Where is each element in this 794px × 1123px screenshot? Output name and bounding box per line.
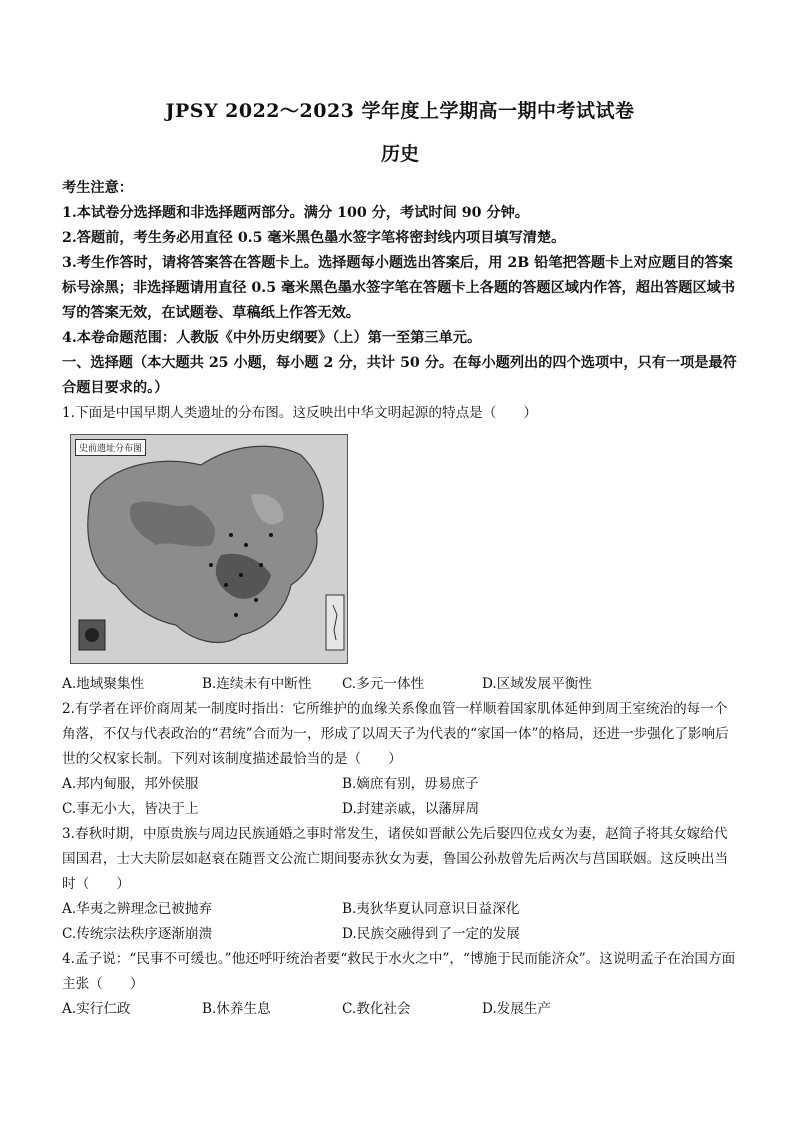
option-b[interactable]: B.夷狄华夏认同意识日益深化 [342,901,520,917]
option-b[interactable]: B.休养生息 [202,1001,271,1017]
question-3 [62,822,738,947]
options-row [62,897,738,922]
exam-title: JPSY 2022～2023 学年度上学期高一期中考试试卷 [165,100,635,122]
question-1 [62,401,738,697]
option-b[interactable]: B.连续未有中断性 [202,676,312,692]
options-row [62,797,738,822]
option-d[interactable]: D.民族交融得到了一定的发展 [342,926,520,942]
question-stem: 1.下面是中国早期人类遗址的分布图。这反映出中华文明起源的特点是（ ） [62,405,538,421]
option-a[interactable]: A.实行仁政 [62,1001,131,1017]
section-heading: 一、选择题（本大题共 25 小题，每小题 2 分，共计 50 分。在每小题列出的四个选项中，只有一项是最符合题目要求的。） [62,355,737,396]
options-row [62,922,738,947]
note-item-3: 3.考生作答时，请将答案答在答题卡上。选择题每小题选出答案后，用 2B 铅笔把答题卡上对应题目的答案标号涂黑；非选择题请用直径 0.5 毫米黑色墨水签字笔在答题卡上各题的答题区域内作答，超出答题区域书写的答案无效，在试题卷、草稿纸上作答无效。 [62,255,736,321]
options-row [62,997,738,1022]
note-item-2: 2.答题前，考生务必用直径 0.5 毫米黑色墨水签字笔将密封线内项目填写清楚。 [62,230,566,246]
notes-heading: 考生注意： [62,180,133,196]
option-a[interactable]: A.邦内甸服，邦外侯服 [62,776,199,792]
option-c[interactable]: C.传统宗法秩序逐渐崩溃 [62,926,213,942]
exam-page [62,96,738,1022]
map-title: 史前遗址分布图 [75,439,146,456]
map-icon [71,435,347,663]
option-d[interactable]: D.封建亲戚，以藩屏周 [342,801,480,817]
candidate-notes [62,176,738,351]
question-2 [62,697,738,822]
option-a[interactable]: A.华夷之辨理念已被抛弃 [62,901,213,917]
question-stem: 3.春秋时期，中原贵族与周边民族通婚之事时常发生，诸侯如晋献公先后娶四位戎女为妻，赵简子将其女嫁给代国国君，士大夫阶层如赵衰在随晋文公流亡期间娶赤狄女为妻，鲁国公孙敖曾先后两次与莒国联姻。这反映出当时（ ） [62,826,729,892]
prehistoric-sites-map [70,434,348,664]
question-4 [62,947,738,1022]
option-a[interactable]: A.地域聚集性 [62,676,145,692]
options-row [62,672,738,697]
exam-subject: 历史 [380,143,419,165]
option-c[interactable]: C.事无小大，皆决于上 [62,801,199,817]
question-stem: 2.有学者在评价商周某一制度时指出：它所维护的血缘关系像血管一样顺着国家肌体延伸到周王室统治的每一个角落，不仅与代表政治的“君统”合而为一，形成了以周天子为代表的“家国一体”的格局，还进一步强化了影响后世的父权家长制。下列对该制度描述最恰当的是（ ） [62,701,729,767]
option-d[interactable]: D.区域发展平衡性 [482,676,592,692]
question-stem: 4.孟子说：“民事不可缓也。”他还呼吁统治者要“救民于水火之中”，“博施于民而能济众”。这说明孟子在治国方面主张（ ） [62,951,736,992]
note-item-1: 1.本试卷分选择题和非选择题两部分。满分 100 分，考试时间 90 分钟。 [62,205,529,221]
option-c[interactable]: C.教化社会 [342,1001,411,1017]
option-c[interactable]: C.多元一体性 [342,676,425,692]
option-d[interactable]: D.发展生产 [482,1001,552,1017]
options-row [62,772,738,797]
note-item-4: 4.本卷命题范围：人教版《中外历史纲要》（上）第一至第三单元。 [62,330,482,346]
option-b[interactable]: B.嫡庶有别，毋易庶子 [342,776,479,792]
